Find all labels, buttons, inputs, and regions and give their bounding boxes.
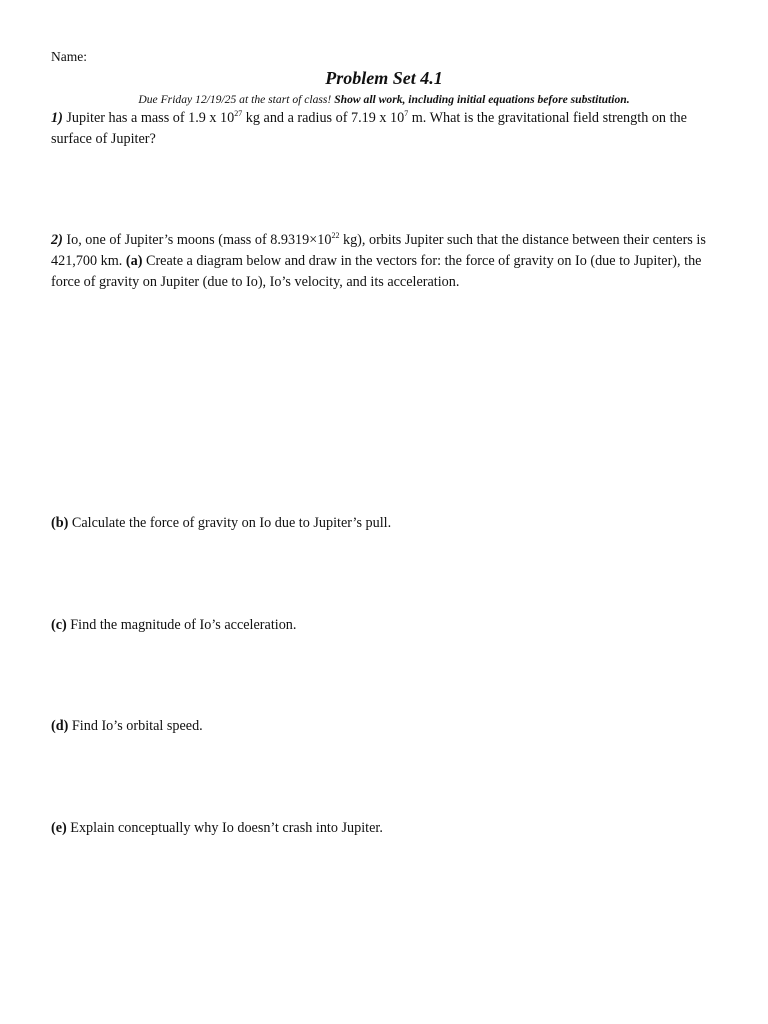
question-1-text-c: m. What is the gravitational field strength on the surface of Jupiter? [51, 110, 687, 147]
question-2 [51, 230, 727, 293]
question-1-text-a: Jupiter has a mass of 1.9 x 10 [66, 110, 235, 126]
question-2c-text: Find the magnitude of Io’s acceleration. [66, 617, 297, 633]
question-2d [51, 716, 727, 737]
question-2c-label: (c) [51, 617, 67, 633]
question-2e [51, 818, 727, 839]
question-2-exponent-a: 22 [331, 231, 340, 240]
question-1-text-b: kg and a radius of 7.19 x 10 [242, 110, 405, 126]
question-2-text-a: Io, one of Jupiter’s moons (mass of 8.9319×10 [62, 232, 332, 248]
question-2c [51, 615, 727, 636]
due-line [0, 93, 768, 106]
question-1 [51, 108, 727, 150]
question-2d-label: (d) [51, 718, 69, 734]
question-2d-text: Find Io’s orbital speed. [68, 718, 203, 734]
page-title: Problem Set 4.1 [325, 68, 443, 88]
question-2b-text: Calculate the force of gravity on Io due to Jupiter’s pull. [68, 515, 392, 531]
question-2b-label: (b) [51, 515, 69, 531]
instructions-text: Show all work, including initial equations before substitution. [334, 93, 630, 106]
question-2b [51, 513, 727, 534]
question-1-exponent-a: 27 [234, 109, 243, 118]
due-text: Due Friday 12/19/25 at the start of class! [138, 93, 332, 106]
question-1-exponent-b: 7 [404, 109, 409, 118]
question-2-number: 2) [51, 232, 63, 248]
question-2-text-b: kg), orbits Jupiter such that the distance between their centers is 421,700 km. [51, 232, 706, 269]
question-2e-text: Explain conceptually why Io doesn’t crash into Jupiter. [66, 820, 383, 836]
question-2-part-a-label: (a) [125, 253, 143, 269]
name-label: Name: [51, 49, 87, 64]
question-2-text-c: Create a diagram below and draw in the vectors for: the force of gravity on Io (due to Jupiter), the force of gravity on Jupiter (due to Io), Io’s velocity, and its acceleration. [51, 253, 702, 290]
question-1-number: 1) [51, 110, 63, 126]
question-2e-label: (e) [51, 820, 67, 836]
